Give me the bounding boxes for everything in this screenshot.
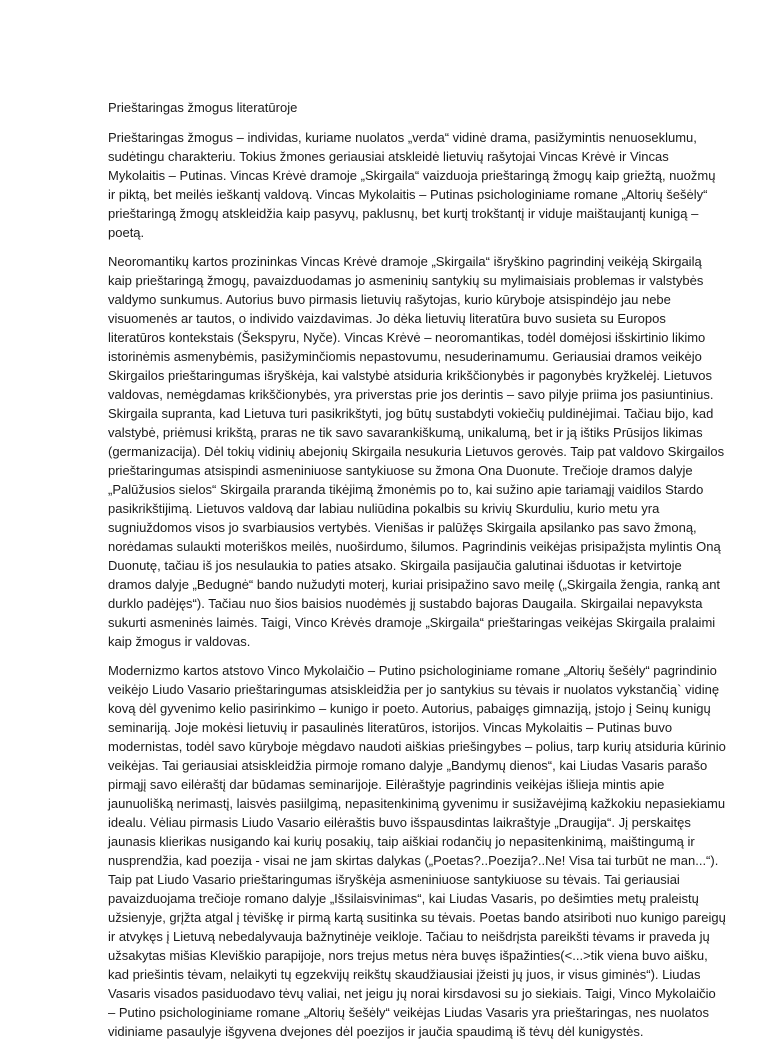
paragraph-skirgaila: Neoromantikų kartos prozininkas Vincas Krėvė dramoje „Skirgaila“ išryškino pagrindinį veikėją Skirgailą kaip prieštaringą žmogų, pavaizduodamas jo asmeninių santykių su mylimaisiais problemas ir valstybės valdymo sunkumus. Autorius buvo pirmasis lietuvių rašytojas, kurio kūryboje atsispindėjo jau nebe visuomenės ar tautos, o individo vaizdavimas. Jo dėka lietuvių literatūra buvo susieta su Europos literatūros kontekstais (Šekspyru, Nyče). Vincas Krėvė – neoromantikas, todėl domėjosi išskirtinio likimo istorinėmis asmenybėmis, pasižyminčiomis nepastovumu, nesuderinamumu. Geriausiai dramos veikėjo Skirgailos prieštaringumas išryškėja, kai valstybė atsiduria krikščionybės ir pagonybės kryžkelėj. Lietuvos valdovas, nemėgdamas krikščionybės, yra priverstas prie jos derintis – savo pilyje priima jos pasiuntinius. Skirgaila supranta, kad Lietuva turi pasikrikštyti, jog būtų sustabdyti vokiečių puldinėjimai. Tačiau bijo, kad valstybė, priėmusi krikštą, praras ne tik savo savarankiškumą, unikalumą, bet ir ją ištiks Prūsijos likimas (germanizacija). Dėl tokių vidinių abejonių Skirgaila nesukuria Lietuvos gerovės. Taip pat valdovo Skirgailos prieštaringumas atsispindi asmeniniuose santykiuose su žmona Ona Duonute. Trečioje dramos dalyje „Palūžusios sielos“ Skirgaila praranda tikėjimą žmonėmis po to, kai sužino apie tariamąjį vaidilos Stardo pasikrikštijimą. Lietuvos valdovą dar labiau nuliūdina pokalbis su krivių Skurduliu, kurio metu yra sugniuždomos visos jo svarbiausios vertybės. Vienišas ir palūžęs Skirgaila apsilanko pas savo žmoną, norėdamas sulaukti moteriškos meilės, nuoširdumo, šilumos. Pagrindinis veikėjas prisipažįsta mylintis Oną Duonutę, tačiau iš jos nesulaukia to paties atsako. Skirgaila pasijaučia galutinai išduotas ir ketvirtoje dramos dalyje „Bedugnė“ bando nužudyti moterį, kuriai prisipažino savo meilę („Skirgaila žengia, ranką ant durklo padėjęs“). Tačiau nuo šios baisios nuodėmės jį sustabdo bajoras Daugaila. Skirgailai nepavyksta sukurti asmeninės laimės. Taigi, Vinco Krėvės dramoje „Skirgaila“ prieštaringas veikėjas Skirgaila pralaimi kaip žmogus ir valdovas. [108,254,725,649]
paragraph-altoriu-seselv: Modernizmo kartos atstovo Vinco Mykolaičio – Putino psichologiniame romane „Altorių šešėly“ pagrindinio veikėjo Liudo Vasario prieštaringumas atsiskleidžia per jo santykius su tėvais ir nuolatos vykstančią` vidinę kovą dėl gyvenimo kelio pasirinkimo – kunigo ir poeto. Autorius, pabaigęs gimnaziją, įstojo į Seinų kunigų seminariją. Joje mokėsi lietuvių ir pasaulinės literatūros, istorijos. Vincas Mykolaitis – Putinas buvo modernistas, todėl savo kūryboje mėgdavo naudoti aiškias priešingybes – polius, tarp kurių atsiduria kūrinio veikėjas. Tai geriausiai atsiskleidžia pirmoje romano dalyje „Bandymų dienos“, kai Liudas Vasaris parašo pirmąjį savo eilėraštį dar būdamas seminarijoje. Eilėraštyje pagrindinis veikėjas išlieja mintis apie jaunuolišką nerimastį, laisvės pasiilgimą, nepasitenkinimą gyvenimu ir susižavėjimą kažkokiu nepasiekiamu idealu. Vėliau pirmasis Liudo Vasario eilėraštis buvo išspausdintas laikraštyje „Draugija“. Jį perskaitęs jaunasis klierikas nusigando kai kurių posakių, taip aiškiai rodančių jo nepasitenkinimą, maištingumą ir nusprendžia, kad poezija - visai ne jam skirtas dalykas („Poetas?..Poezija?..Ne! Visa tai turbūt ne man...“). Taip pat Liudo Vasario prieštaringumas išryškėja asmeniniuose santykiuose su tėvais. Tai geriausiai pavaizduojama trečioje romano dalyje „Išsilaisvinimas“, kai Liudas Vasaris, po dešimties metų praleistų užsienyje, grįžta atgal į tėviškę ir pirmą kartą susitinka su tėvais. Poetas bando atsiriboti nuo kunigo pareigų ir atvykęs į Lietuvą nebedalyvauja bažnytinėje veikloje. Tačiau to neišdrįsta pareikšti tėvams ir praveda jų užsakytas mišias Kleviškio parapijoje, nors trejus metus nėra buvęs išpažinties(<...>tik viena buvo aišku, kad priešintis tėvam, nelaikyti tų egzekvijų reikštų skaudžiausiai įžeisti jų juos, ir visus giminės“). Liudas Vasaris visados pasiduodavo tėvų valiai, net jeigu jų norai kirsdavosi su jo siekiais. Taigi, Vinco Mykolaičio – Putino psichologiniame romane „Altorių šešėly“ veikėjas Liudas Vasaris yra prieštaringas, nes nuolatos vidiniame pasaulyje išgyvena dvejones dėl poezijos ir jaučia spaudimą iš tėvų dėl kunigystės. [108,663,726,1039]
paragraph-introduction: Prieštaringas žmogus – individas, kuriame nuolatos „verda“ vidinė drama, pasižymintis nenuoseklumu, sudėtingu charakteriu. Tokius žmones geriausiai atskleidė lietuvių rašytojai Vincas Krėvė ir Vincas Mykolaitis – Putinas. Vincas Krėvė dramoje „Skirgaila“ vaizduoja prieštaringą žmogų kaip griežtą, nuožmų ir piktą, bet meilės ieškantį valdovą. Vincas Mykolaitis – Putinas psichologiniame romane „Altorių šešėly“ prieštaringą žmogų atskleidžia kaip pasyvų, paklusnų, bet kurtį trokštantį ir viduje maištaujantį kunigą – poetą. [108,130,716,240]
document-title: Prieštaringas žmogus literatūroje [108,100,298,115]
document-page [108,98,726,1051]
